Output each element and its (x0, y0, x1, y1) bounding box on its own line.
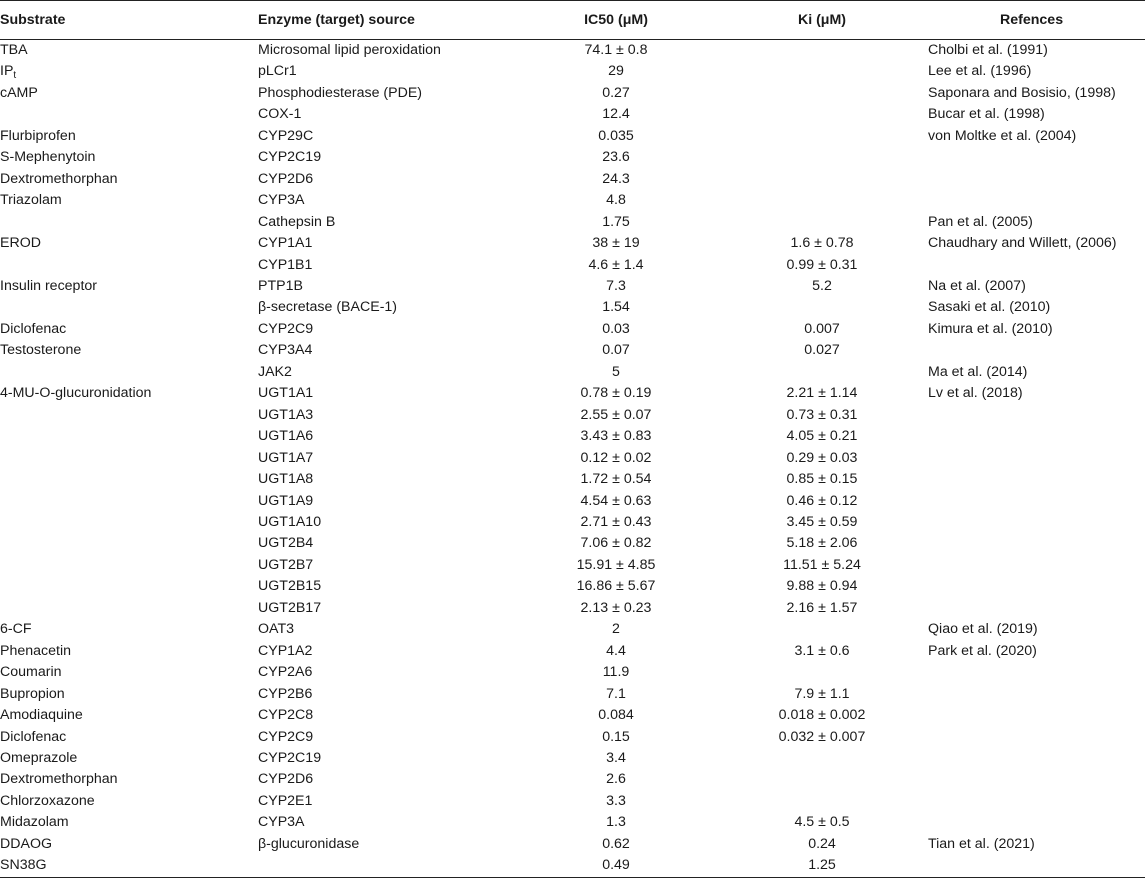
cell-enzyme: CYP1B1 (258, 256, 313, 273)
cell-ic50: 15.91 ± 4.85 (576, 556, 656, 573)
cell-ki: 0.73 ± 0.31 (786, 406, 858, 423)
cell-ic50: 0.49 (516, 855, 716, 877)
table-row (0, 40, 1145, 62)
cell-ic50: 11.9 (602, 664, 630, 681)
cell-enzyme: UGT1A7 (258, 449, 314, 466)
cell-substrate: S-Mephenytoin (0, 149, 96, 166)
cell-reference (928, 533, 1145, 554)
cell-reference: Na et al. (2007) (928, 277, 1026, 294)
cell-enzyme: UGT1A9 (258, 492, 314, 509)
cell-enzyme: CYP3A4 (258, 342, 313, 359)
header-ic50: IC50 (μM) (516, 1, 716, 40)
table-row (0, 61, 1145, 82)
cell-reference (928, 769, 1145, 790)
cell-ki (716, 104, 928, 125)
cell-ki (716, 748, 928, 769)
cell-ic50: 2 (612, 621, 620, 638)
cell-enzyme: UGT1A10 (258, 513, 322, 530)
cell-ic50: 2.13 ± 0.23 (580, 599, 652, 616)
header-substrate: Substrate (0, 1, 258, 40)
cell-reference: Chaudhary and Willett, (2006) (928, 235, 1117, 252)
cell-reference (928, 426, 1145, 447)
cell-ic50: 4.6 ± 1.4 (588, 256, 644, 273)
cell-substrate: Bupropion (0, 685, 65, 702)
cell-enzyme: UGT1A6 (258, 428, 314, 445)
cell-substrate (0, 555, 258, 576)
table-row (0, 340, 1145, 361)
cell-enzyme: PTP1B (258, 277, 303, 294)
cell-reference: Lee et al. (1996) (928, 63, 1032, 80)
cell-enzyme: β-glucuronidase (258, 835, 360, 852)
cell-reference: Park et al. (2020) (928, 642, 1037, 659)
cell-reference (928, 491, 1145, 512)
table-row (0, 233, 1145, 254)
cell-ic50: 12.4 (602, 106, 630, 123)
cell-substrate: Amodiaquine (0, 707, 83, 724)
cell-ic50: 7.06 ± 0.82 (580, 535, 652, 552)
cell-substrate: Diclofenac (0, 728, 67, 745)
cell-ki: 2.21 ± 1.14 (786, 385, 858, 402)
cell-substrate: Omeprazole (0, 749, 78, 766)
cell-ic50: 0.27 (602, 84, 630, 101)
table-body (0, 40, 1145, 878)
cell-substrate: Diclofenac (0, 320, 67, 337)
substrate-subscript: t (13, 70, 17, 82)
table-row (0, 383, 1145, 404)
cell-ic50: 0.78 ± 0.19 (580, 385, 652, 402)
cell-reference (928, 190, 1145, 211)
cell-ic50: 1.72 ± 0.54 (580, 471, 652, 488)
cell-enzyme: CYP2C9 (258, 728, 314, 745)
cell-ic50: 24.3 (602, 170, 630, 187)
cell-reference (928, 147, 1145, 168)
cell-enzyme: UGT2B4 (258, 535, 314, 552)
table-row (0, 405, 1145, 426)
cell-ki: 0.018 ± 0.002 (778, 707, 866, 724)
cell-enzyme: UGT2B7 (258, 556, 314, 573)
table-row (0, 662, 1145, 683)
cell-ic50: 0.12 ± 0.02 (580, 449, 652, 466)
substrate-text: IP (0, 63, 14, 80)
cell-reference: Kimura et al. (2010) (928, 320, 1053, 337)
cell-reference (928, 512, 1145, 533)
cell-ki: 5.18 ± 2.06 (786, 535, 858, 552)
cell-enzyme: Phosphodiesterase (PDE) (258, 84, 423, 101)
cell-ki: 4.5 ± 0.5 (794, 814, 850, 831)
cell-reference (928, 169, 1145, 190)
cell-ic50: 2.71 ± 0.43 (580, 513, 652, 530)
cell-ic50: 23.6 (602, 149, 630, 166)
cell-ki: 3.1 ± 0.6 (794, 642, 850, 659)
table-row (0, 769, 1145, 790)
cell-substrate: EROD (0, 235, 41, 252)
table-row (0, 426, 1145, 447)
cell-ic50: 0.62 (602, 835, 630, 852)
cell-enzyme: Microsomal lipid peroxidation (258, 42, 441, 58)
cell-reference: Pan et al. (2005) (928, 213, 1033, 230)
cell-reference (928, 705, 1145, 726)
table-row (0, 212, 1145, 233)
cell-enzyme: OAT3 (258, 621, 295, 638)
cell-substrate (0, 405, 258, 426)
cell-ic50: 74.1 ± 0.8 (584, 42, 648, 58)
cell-ki: 11.51 ± 5.24 (783, 556, 861, 573)
cell-ki (716, 147, 928, 168)
table-row (0, 319, 1145, 340)
table-row (0, 598, 1145, 619)
table-row (0, 362, 1145, 383)
cell-substrate (0, 576, 258, 597)
cell-ki (716, 190, 928, 211)
cell-substrate (0, 512, 258, 533)
table-row (0, 469, 1145, 490)
cell-substrate (0, 212, 258, 233)
table-row (0, 641, 1145, 662)
cell-enzyme: CYP2C9 (258, 320, 314, 337)
cell-reference (928, 469, 1145, 490)
cell-enzyme: CYP3A (258, 814, 305, 831)
cell-substrate (0, 362, 258, 383)
cell-ki: 0.99 ± 0.31 (786, 256, 858, 273)
cell-ic50: 3.43 ± 0.83 (580, 428, 652, 445)
cell-ki: 3.45 ± 0.59 (786, 513, 858, 530)
table-header (0, 1, 1145, 40)
cell-ic50: 0.035 (598, 127, 634, 144)
cell-reference: Bucar et al. (1998) (928, 106, 1045, 123)
cell-ki: 7.9 ± 1.1 (794, 685, 850, 702)
table-row (0, 491, 1145, 512)
cell-ic50: 7.1 (606, 685, 626, 702)
cell-reference: Cholbi et al. (1991) (928, 42, 1048, 58)
table-row (0, 512, 1145, 533)
cell-ic50: 2.6 (606, 771, 626, 788)
cell-ki: 0.027 (804, 342, 840, 359)
cell-reference: Tian et al. (2021) (928, 835, 1035, 852)
cell-reference (928, 855, 1145, 877)
cell-substrate: Coumarin (0, 664, 62, 681)
cell-reference (928, 555, 1145, 576)
table-row (0, 748, 1145, 769)
cell-ki (716, 662, 928, 683)
cell-reference: von Moltke et al. (2004) (928, 127, 1077, 144)
cell-enzyme: CYP2A6 (258, 664, 313, 681)
table-row (0, 448, 1145, 469)
cell-enzyme: CYP1A1 (258, 235, 313, 252)
table-row (0, 727, 1145, 748)
cell-substrate (0, 469, 258, 490)
cell-ki: 0.29 ± 0.03 (786, 449, 858, 466)
cell-enzyme: β-secretase (BACE-1) (258, 299, 398, 316)
header-ki: Ki (μM) (716, 1, 928, 40)
cell-enzyme: UGT1A8 (258, 471, 314, 488)
cell-enzyme: CYP2B6 (258, 685, 313, 702)
cell-enzyme: UGT1A1 (258, 385, 314, 402)
cell-ic50: 3.3 (606, 792, 626, 809)
cell-reference (928, 405, 1145, 426)
cell-substrate: Dextromethorphan (0, 170, 118, 187)
cell-ic50: 7.3 (606, 277, 626, 294)
cell-enzyme: pLCr1 (258, 63, 297, 80)
cell-ki: 2.16 ± 1.57 (786, 599, 858, 616)
cell-substrate: Flurbiprofen (0, 127, 76, 144)
cell-reference (928, 727, 1145, 748)
cell-ic50: 1.75 (602, 213, 630, 230)
cell-ki (716, 212, 928, 233)
cell-substrate: Midazolam (0, 814, 69, 831)
cell-substrate (0, 297, 258, 318)
cell-reference (928, 576, 1145, 597)
cell-substrate: Insulin receptor (0, 277, 97, 294)
cell-reference: Qiao et al. (2019) (928, 621, 1038, 638)
cell-ic50: 29 (608, 63, 624, 80)
cell-ic50: 1.54 (602, 299, 630, 316)
table-row (0, 555, 1145, 576)
cell-enzyme: UGT1A3 (258, 406, 314, 423)
cell-ki (716, 169, 928, 190)
table-row (0, 834, 1145, 855)
cell-substrate: 4-MU-O-glucuronidation (0, 385, 152, 402)
cell-reference (928, 684, 1145, 705)
table-row (0, 126, 1145, 147)
cell-ki (716, 769, 928, 790)
cell-ic50: 3.4 (606, 749, 626, 766)
cell-ic50: 0.07 (602, 342, 630, 359)
cell-reference: Lv et al. (2018) (928, 385, 1023, 402)
table-row (0, 533, 1145, 554)
table-row (0, 190, 1145, 211)
cell-substrate: Phenacetin (0, 642, 71, 659)
cell-reference: Ma et al. (2014) (928, 363, 1028, 380)
cell-ki (716, 619, 928, 640)
cell-ki (716, 40, 928, 62)
cell-substrate: Testosterone (0, 342, 82, 359)
cell-enzyme: CYP2D6 (258, 170, 314, 187)
cell-ic50: 0.084 (598, 707, 634, 724)
table-row (0, 104, 1145, 125)
cell-enzyme (258, 855, 516, 877)
cell-enzyme: CYP2C8 (258, 707, 314, 724)
cell-ki (716, 126, 928, 147)
cell-reference (928, 340, 1145, 361)
header-enzyme: Enzyme (target) source (258, 1, 516, 40)
cell-substrate: Chlorzoxazone (0, 792, 95, 809)
cell-ki: 5.2 (812, 277, 832, 294)
cell-ki: 1.6 ± 0.78 (790, 235, 854, 252)
cell-enzyme: UGT2B15 (258, 578, 322, 595)
table-row (0, 297, 1145, 318)
cell-ic50: 5 (612, 363, 620, 380)
cell-enzyme: CYP2C19 (258, 749, 322, 766)
cell-reference (928, 791, 1145, 812)
cell-substrate (0, 448, 258, 469)
cell-enzyme: JAK2 (258, 363, 292, 380)
cell-reference: Sasaki et al. (2010) (928, 299, 1051, 316)
cell-ic50: 4.54 ± 0.63 (580, 492, 652, 509)
cell-enzyme: Cathepsin B (258, 213, 336, 230)
cell-ki: 1.25 (716, 855, 928, 877)
table-row (0, 147, 1145, 168)
table-row (0, 83, 1145, 104)
cell-substrate: 6-CF (0, 621, 32, 638)
cell-ic50: 1.3 (606, 814, 626, 831)
cell-reference (928, 255, 1145, 276)
cell-substrate (0, 533, 258, 554)
cell-ki: 0.24 (808, 835, 836, 852)
table-row (0, 791, 1145, 812)
cell-substrate: SN38G (0, 855, 258, 877)
cell-enzyme: COX-1 (258, 106, 302, 123)
cell-ki: 4.05 ± 0.21 (786, 428, 858, 445)
cell-ki (716, 362, 928, 383)
cell-enzyme: CYP1A2 (258, 642, 313, 659)
cell-reference (928, 748, 1145, 769)
cell-ki: 9.88 ± 0.94 (786, 578, 858, 595)
table-row (0, 855, 1145, 877)
cell-ic50: 0.03 (602, 320, 630, 337)
cell-substrate (0, 104, 258, 125)
cell-enzyme: UGT2B17 (258, 599, 322, 616)
table-row (0, 169, 1145, 190)
cell-ki (716, 297, 928, 318)
table-row (0, 255, 1145, 276)
table-row (0, 619, 1145, 640)
cell-ic50: 2.55 ± 0.07 (580, 406, 652, 423)
cell-substrate: cAMP (0, 84, 38, 101)
cell-reference (928, 812, 1145, 833)
cell-ki (716, 61, 928, 82)
cell-enzyme: CYP2E1 (258, 792, 313, 809)
cell-substrate (0, 491, 258, 512)
cell-substrate (0, 255, 258, 276)
header-row (0, 1, 1145, 40)
cell-enzyme: CYP2D6 (258, 771, 314, 788)
cell-substrate (0, 61, 258, 82)
cell-ki: 0.46 ± 0.12 (786, 492, 858, 509)
cell-reference (928, 598, 1145, 619)
table-row (0, 705, 1145, 726)
cell-reference: Saponara and Bosisio, (1998) (928, 84, 1116, 101)
cell-enzyme: CYP3A (258, 192, 305, 209)
cell-ki (716, 791, 928, 812)
cell-ic50: 38 ± 19 (592, 235, 640, 252)
cell-substrate: TBA (0, 42, 28, 58)
cell-substrate: Dextromethorphan (0, 771, 118, 788)
cell-substrate (0, 598, 258, 619)
table-row (0, 276, 1145, 297)
cell-ki: 0.007 (804, 320, 840, 337)
cell-ki: 0.85 ± 0.15 (786, 471, 858, 488)
table-row (0, 576, 1145, 597)
cell-ic50: 4.4 (606, 642, 626, 659)
cell-reference (928, 448, 1145, 469)
cell-substrate (0, 426, 258, 447)
cell-enzyme: CYP2C19 (258, 149, 322, 166)
cell-ki: 0.032 ± 0.007 (778, 728, 866, 745)
cell-reference (928, 662, 1145, 683)
cell-ic50: 4.8 (606, 192, 626, 209)
cell-enzyme: CYP29C (258, 127, 314, 144)
cell-substrate: DDAOG (0, 835, 53, 852)
table-row (0, 684, 1145, 705)
header-references: Refences (928, 1, 1145, 40)
table-row (0, 812, 1145, 833)
cell-ki (716, 83, 928, 104)
cell-ic50: 0.15 (602, 728, 630, 745)
cell-substrate: Triazolam (0, 192, 62, 209)
cell-ic50: 16.86 ± 5.67 (576, 578, 656, 595)
